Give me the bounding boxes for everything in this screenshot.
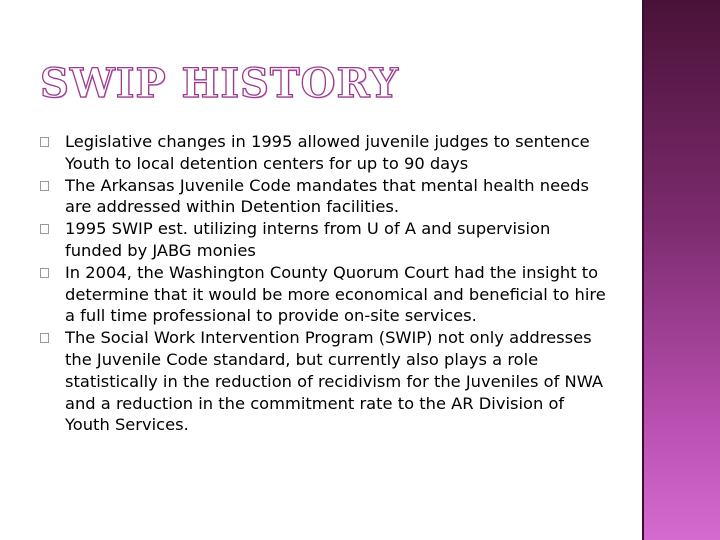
- bullet-item: [40, 218, 610, 262]
- bullet-box-icon: [40, 181, 49, 191]
- bullet-box-icon: [40, 333, 49, 343]
- slide-title: SWIP HISTORY: [40, 60, 400, 107]
- bullet-item: [40, 131, 610, 175]
- bullet-box-icon: [40, 268, 49, 278]
- bullet-box-icon: [40, 137, 49, 147]
- bullet-text: The Arkansas Juvenile Code mandates that mental health needs are addressed within Detention facilities.: [65, 175, 589, 217]
- bullet-item: [40, 175, 610, 219]
- sidebar-divider: [642, 0, 644, 540]
- bullet-list: [40, 131, 610, 436]
- bullet-text: In 2004, the Washington County Quorum Court had the insight to determine that it would be more economical and beneficial to hire a full time professional to provide on-site services.: [65, 262, 606, 326]
- bullet-text: Legislative changes in 1995 allowed juvenile judges to sentence Youth to local detention centers for up to 90 days: [65, 132, 590, 173]
- bullet-text: The Social Work Intervention Program (SWIP) not only addresses the Juvenile Code standard, but currently also plays a role statistically in the reduction of recidivism for the Juveniles of NWA and a reduction in the commitment rate to the AR Division of Youth Services.: [65, 328, 604, 435]
- decorative-sidebar: [642, 0, 720, 540]
- bullet-item: [40, 262, 610, 327]
- bullet-box-icon: [40, 224, 49, 234]
- bullet-item: [40, 327, 610, 436]
- bullet-text: 1995 SWIP est. utilizing interns from U of A and supervision funded by JABG monies: [65, 219, 551, 260]
